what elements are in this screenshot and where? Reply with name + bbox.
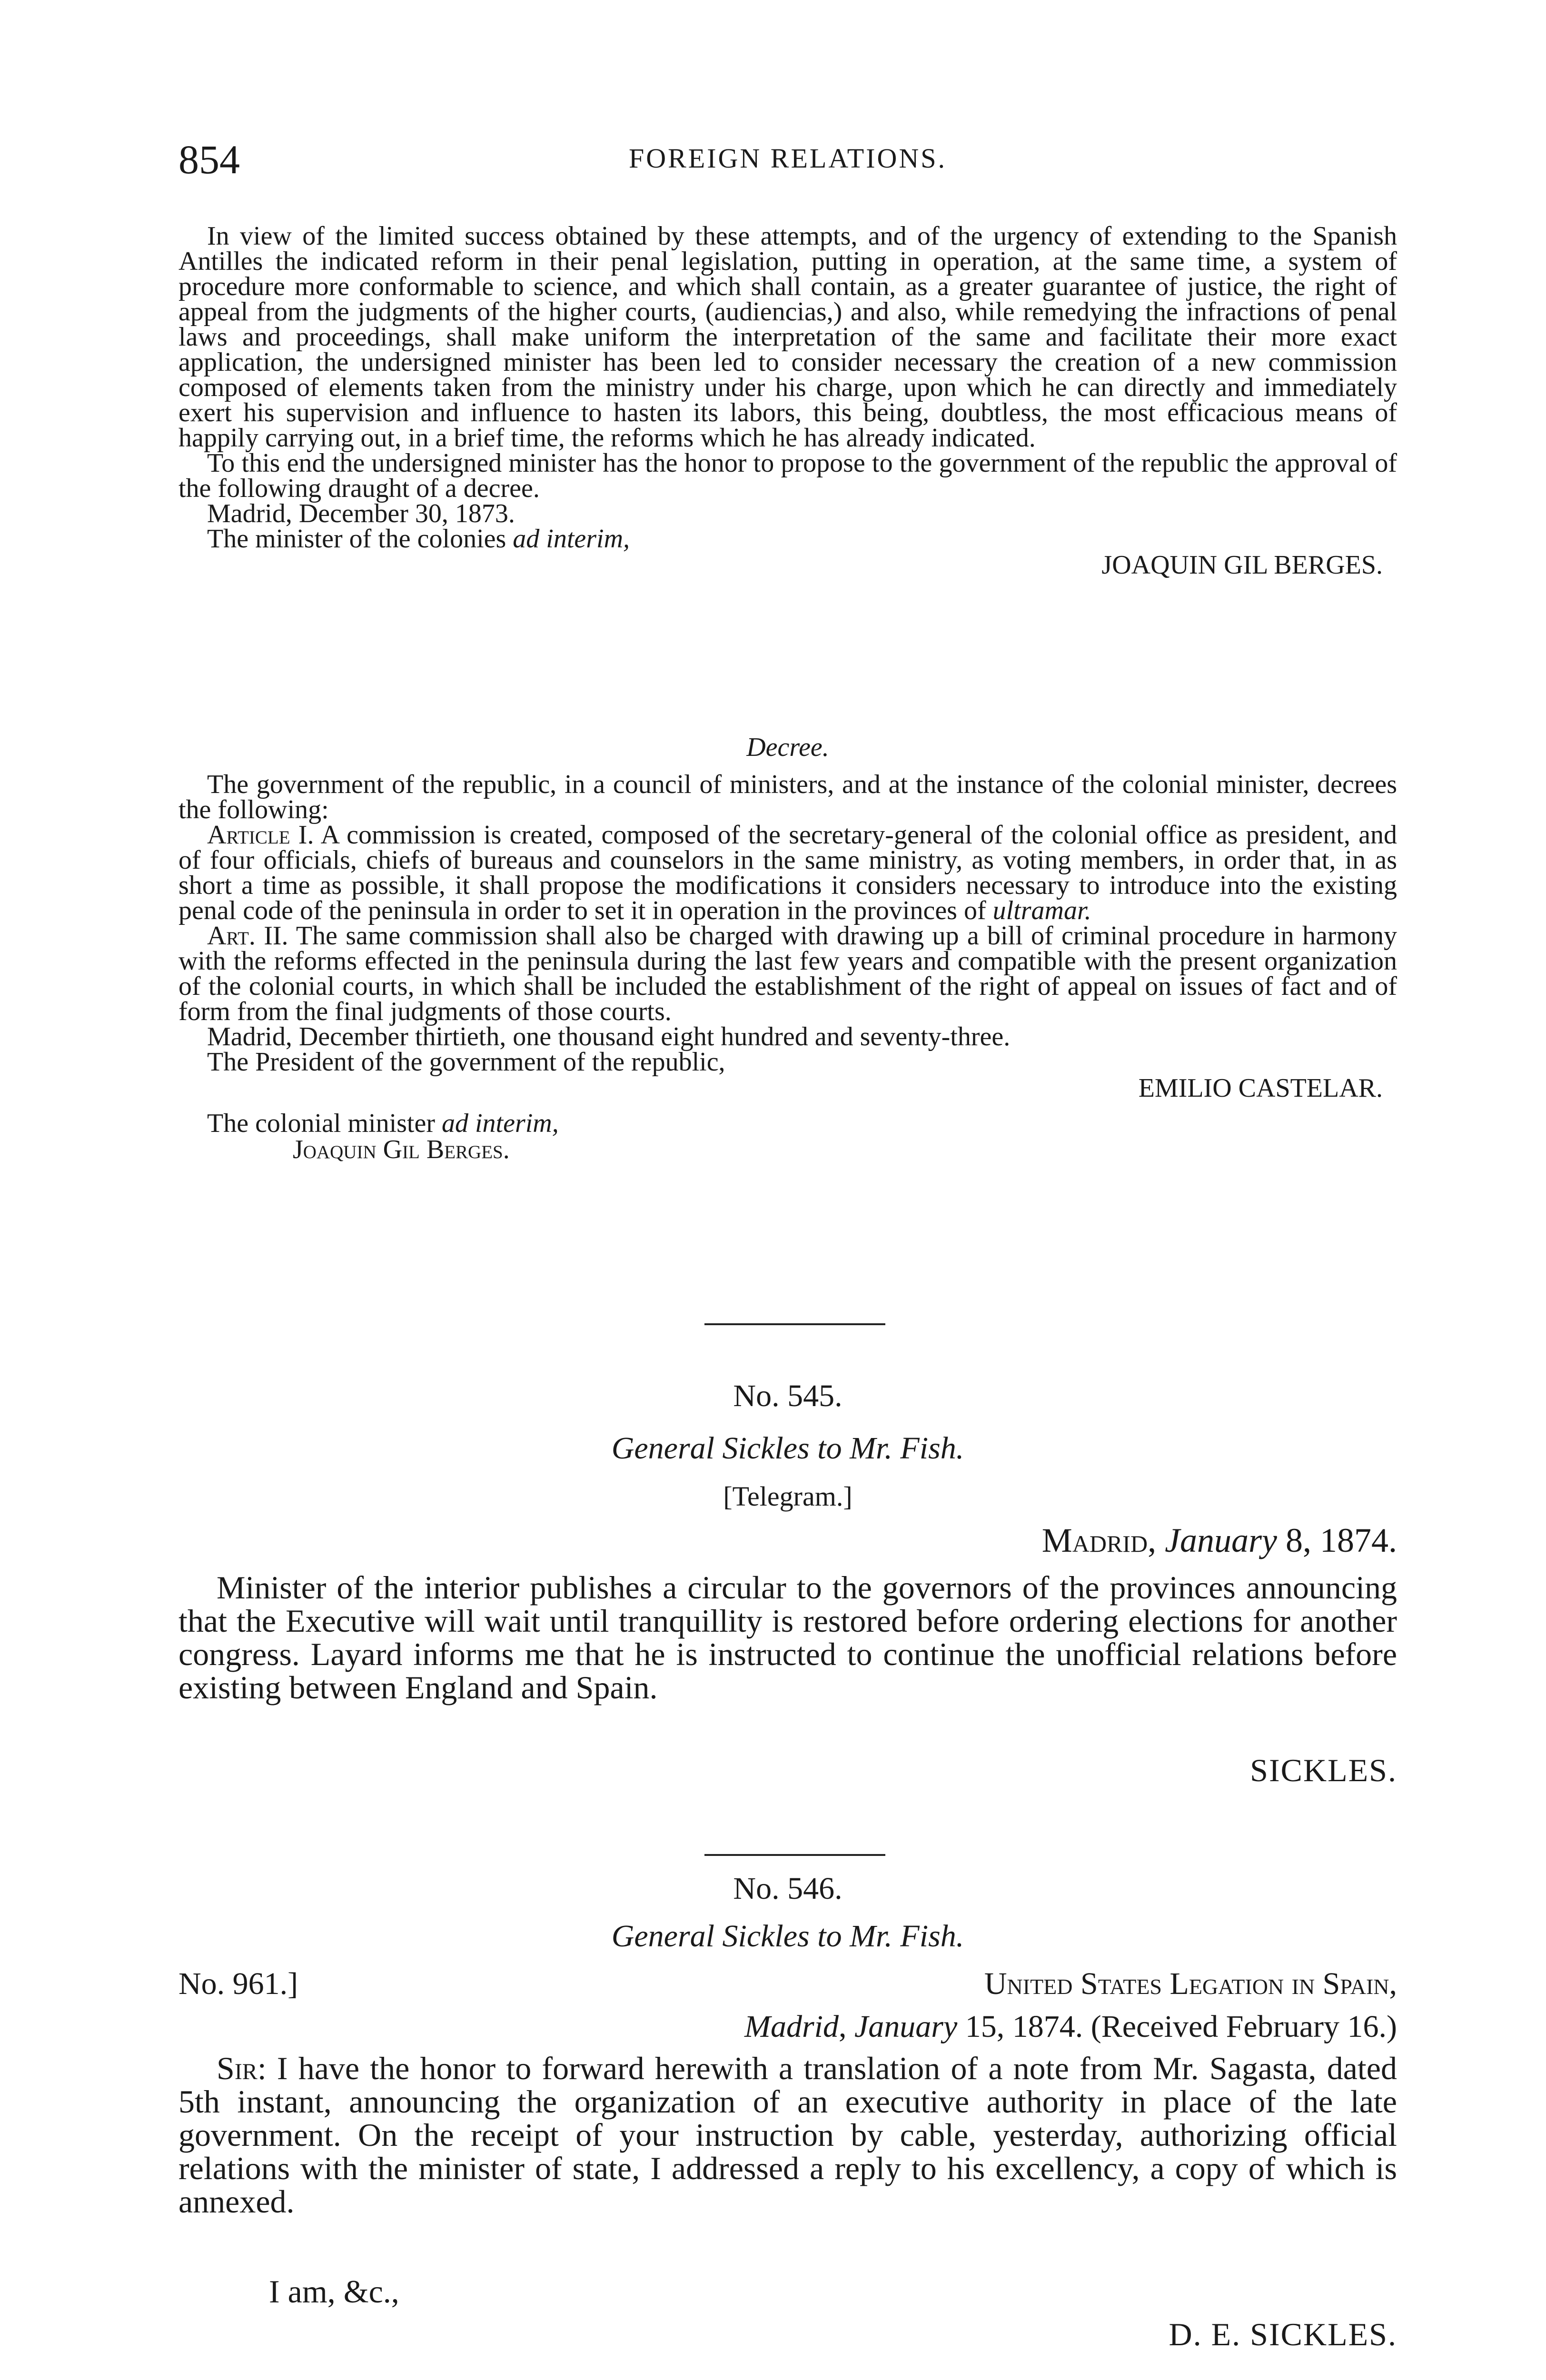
no545-date-rest: 8, 1874. (1277, 1521, 1397, 1559)
intro-paragraph-1: In view of the limited success obtained by these attempts, and of the urgency of extending to the Spanish Antilles the indicated reform in their penal legislation, putting in operation, at the same time, a system of procedure more conformable to science, and which shall contain, as a greater guarantee of justice, the right of appeal from the judgments of the higher courts, (audiencias,) and also, while remedying the infractions of penal laws and proceedings, shall make uniform the interpretation of the same and facilitate their more exact application, the undersigned minister has been led to consider necessary the creation of a new commission composed of elements taken from the ministry under his charge, upon which he can directly and immediately exert his supervision and influence to hasten its labors, this being, doubtless, the most efficacious means of happily carrying out, in a brief time, the reforms which he has already indicated. (178, 221, 1397, 453)
intro-paragraph-2: To this end the undersigned minister has the honor to propose to the government of the republic the approval of the following draught of a decree. (178, 448, 1397, 503)
decree-article-1 (178, 820, 1397, 925)
no545-title: General Sickles to Mr. Fish. (611, 1431, 964, 1466)
section-divider-2 (704, 1854, 885, 1856)
no546-number: No. 546. (733, 1871, 842, 1906)
no545-month: January (1165, 1521, 1277, 1559)
no545-telegram-label: [Telegram.] (723, 1481, 852, 1512)
decree-article-2 (178, 923, 1397, 1024)
page-number: 854 (178, 137, 240, 182)
minister-prefix: The minister of the colonies (207, 524, 513, 554)
colonial-italic: ad interim, (441, 1109, 559, 1138)
article-1-text: A commission is created, composed of the secretary-general of the colonial office as president, and of four officials, chiefs of bureaus and counselors in the same ministry, as voting members, in order that, in as short a time as possible, it shall propose the modifications it considers necessary to introduce into the existing penal code of the peninsula in order to set it in operation in the provinces of (178, 820, 1397, 925)
intro-signature: JOAQUIN GIL BERGES. (1101, 550, 1383, 580)
decree-colonial-signature: Joaquin Gil Berges. (293, 1135, 510, 1164)
article-1-italic: ultramar. (992, 896, 1091, 925)
no546-body-block (178, 2052, 1397, 2218)
no546-title: General Sickles to Mr. Fish. (611, 1919, 964, 1954)
decree-heading: Decree. (746, 733, 829, 762)
no546-closing: I am, &c., (269, 2273, 399, 2310)
no546-body-text: : I have the honor to forward herewith a translation of a note from Mr. Sagasta, dated 5th instant, announcing the organization of an executive authority in place of the late government. On the receipt of your instruction by cable, yesterday, authorizing official relations with the minister of state, I addressed a reply to his excellency, a copy of which is annexed. (178, 2050, 1397, 2220)
decree-date: Madrid, December thirtieth, one thousand eight hundred and seventy-three. (207, 1022, 1011, 1051)
page-header (178, 136, 1397, 193)
no545-body-block (178, 1571, 1397, 1704)
article-1-label: Article I. (207, 820, 314, 850)
no546-place: Madrid (744, 2009, 839, 2044)
no546-dateline: Madrid, January 15, 1874. (Received February 16.) (744, 2009, 1397, 2044)
no546-salutation: Sir (217, 2050, 258, 2086)
minister-italic: ad interim, (513, 524, 630, 554)
no546-legation: United States Legation in Spain, (984, 1966, 1397, 2001)
section-divider-1 (704, 1323, 885, 1325)
no545-dateline: Madrid, January 8, 1874. (1041, 1521, 1397, 1559)
decree-colonial-line (178, 1111, 1397, 1136)
no545-number: No. 545. (733, 1378, 842, 1413)
no545-place: Madrid (1041, 1521, 1148, 1559)
decree-section (178, 733, 1397, 1163)
no546-reference: No. 961.] (178, 1966, 298, 2001)
decree-president-signature: EMILIO CASTELAR. (1138, 1073, 1383, 1103)
running-head: FOREIGN RELATIONS. (628, 143, 947, 174)
intro-date: Madrid, December 30, 1873. (207, 499, 515, 528)
decree-paragraph: The government of the republic, in a council of ministers, and at the instance of the colonial minister, decrees the following: (178, 770, 1397, 824)
intro-minister-line (178, 526, 1397, 552)
no546-date-rest: 15, 1874. (Received February 16.) (957, 2009, 1397, 2044)
no546-month: January (854, 2009, 958, 2044)
article-2-label: Art. II. (207, 921, 288, 951)
intro-section (178, 221, 1397, 580)
no545-body: Minister of the interior publishes a circular to the governors of the provinces announcing that the Executive will wait until tranquillity is restored before ordering elections for another congress. Layard informs me that he is instructed to continue the unofficial relations before existing between England and Spain. (178, 1569, 1397, 1706)
no545-signature: SICKLES. (1250, 1752, 1397, 1788)
decree-president-line: The President of the government of the republic, (207, 1047, 725, 1077)
no546-signature: D. E. SICKLES. (1169, 2316, 1397, 2352)
no546-body (178, 2052, 1397, 2218)
colonial-prefix: The colonial minister (207, 1109, 442, 1138)
article-2-text: The same commission shall also be charged with drawing up a bill of criminal procedure in harmony with the reforms effected in the peninsula during the last few years and compatible with the present organization of the colonial courts, in which shall be included the establishment of the right of appeal on issues of fact and of form from the final judgments of those courts. (178, 921, 1397, 1026)
